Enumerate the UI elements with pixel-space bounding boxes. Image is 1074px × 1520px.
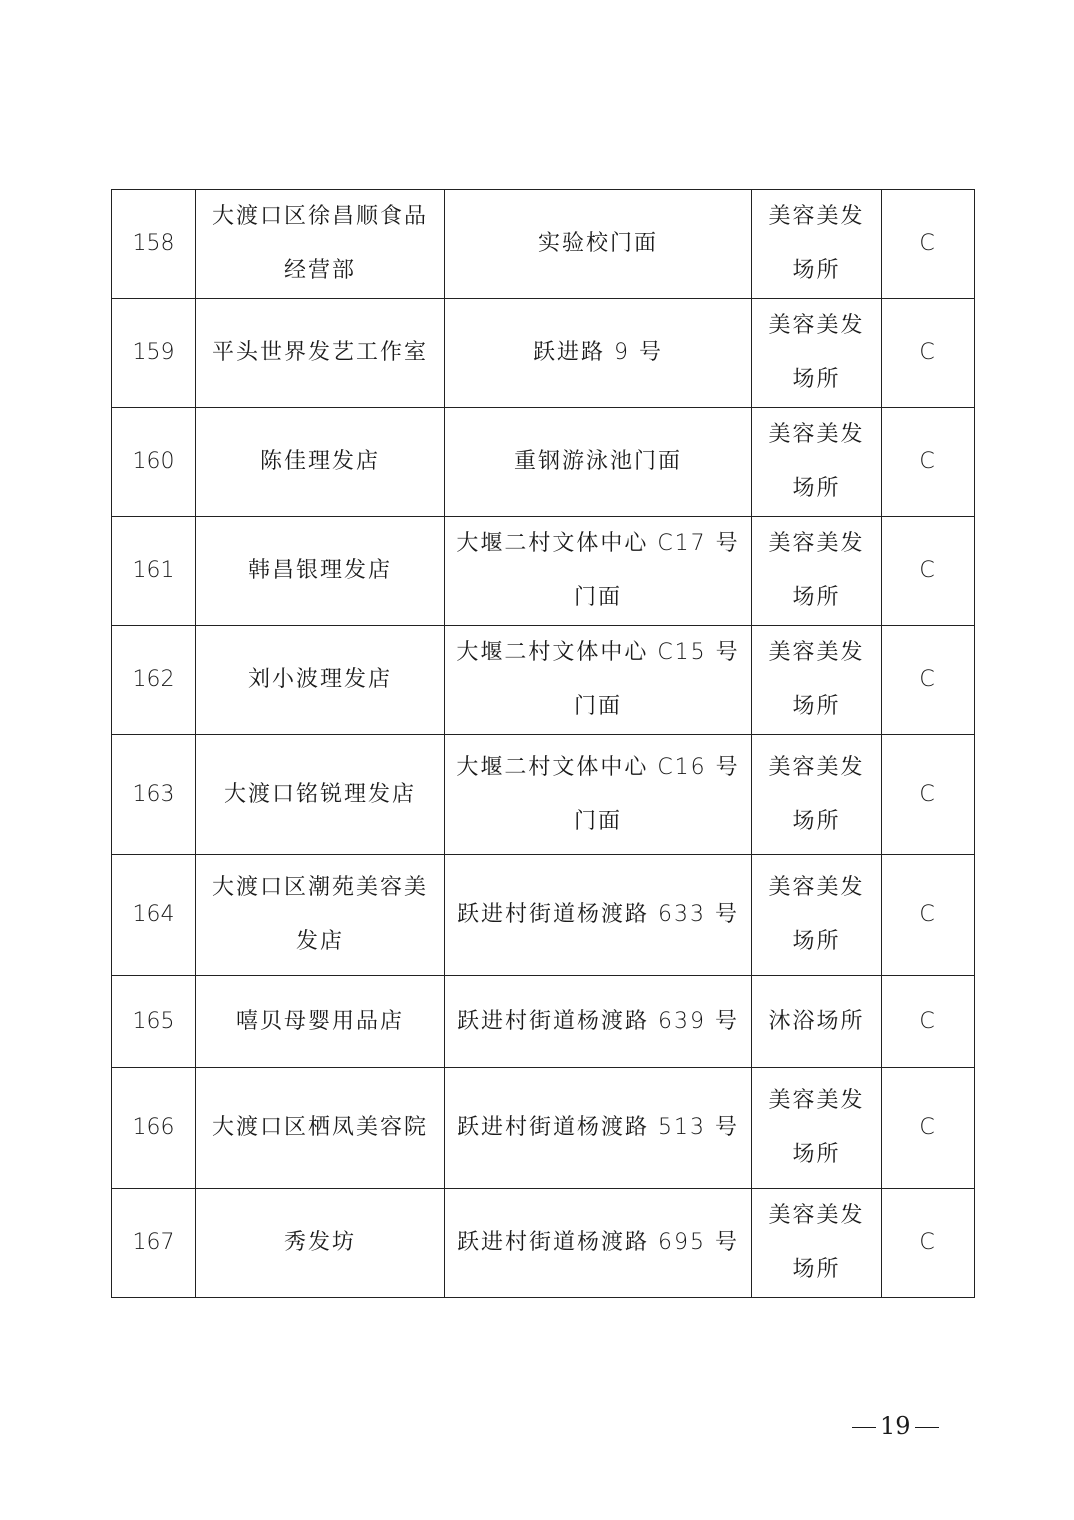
- business-name: 刘小波理发店: [196, 626, 445, 735]
- business-category: 美容美发场所: [752, 1068, 882, 1189]
- business-name: 嘻贝母婴用品店: [196, 976, 445, 1068]
- business-address: 跃进村街道杨渡路 639 号: [445, 976, 752, 1068]
- business-address: 大堰二村文体中心 C16 号门面: [445, 735, 752, 855]
- row-number: 161: [112, 517, 196, 626]
- business-grade: C: [882, 517, 975, 626]
- business-name: 大渡口区栖凤美容院: [196, 1068, 445, 1189]
- business-category: 美容美发场所: [752, 735, 882, 855]
- page-number-text: 19: [880, 1412, 911, 1440]
- table-row: [112, 408, 975, 517]
- row-number: 158: [112, 190, 196, 299]
- business-category: 美容美发场所: [752, 190, 882, 299]
- business-address: 大堰二村文体中心 C17 号门面: [445, 517, 752, 626]
- table-row: [112, 299, 975, 408]
- business-grade: C: [882, 735, 975, 855]
- business-grade: C: [882, 299, 975, 408]
- table-row: [112, 517, 975, 626]
- business-address: 重钢游泳池门面: [445, 408, 752, 517]
- business-category: 美容美发场所: [752, 1189, 882, 1298]
- business-category: 沐浴场所: [752, 976, 882, 1068]
- business-grade: C: [882, 408, 975, 517]
- business-address: 大堰二村文体中心 C15 号门面: [445, 626, 752, 735]
- row-number: 163: [112, 735, 196, 855]
- business-category: 美容美发场所: [752, 517, 882, 626]
- table-row: [112, 976, 975, 1068]
- page-number: [852, 1412, 939, 1440]
- table-row: [112, 1068, 975, 1189]
- table-row: [112, 735, 975, 855]
- business-address: 跃进村街道杨渡路 695 号: [445, 1189, 752, 1298]
- business-grade: C: [882, 1068, 975, 1189]
- business-address: 实验校门面: [445, 190, 752, 299]
- business-grade: C: [882, 855, 975, 976]
- business-category: 美容美发场所: [752, 626, 882, 735]
- row-number: 159: [112, 299, 196, 408]
- table-row: [112, 1189, 975, 1298]
- row-number: 165: [112, 976, 196, 1068]
- records-table: [111, 189, 975, 1298]
- business-name: 陈佳理发店: [196, 408, 445, 517]
- business-grade: C: [882, 1189, 975, 1298]
- business-category: 美容美发场所: [752, 408, 882, 517]
- dash-right: [915, 1427, 939, 1429]
- business-address: 跃进村街道杨渡路 633 号: [445, 855, 752, 976]
- business-category: 美容美发场所: [752, 855, 882, 976]
- business-grade: C: [882, 976, 975, 1068]
- business-name: 平头世界发艺工作室: [196, 299, 445, 408]
- business-address: 跃进路 9 号: [445, 299, 752, 408]
- business-category: 美容美发场所: [752, 299, 882, 408]
- business-name: 韩昌银理发店: [196, 517, 445, 626]
- row-number: 166: [112, 1068, 196, 1189]
- business-grade: C: [882, 626, 975, 735]
- table-row: [112, 855, 975, 976]
- business-grade: C: [882, 190, 975, 299]
- table-row: [112, 626, 975, 735]
- table-row: [112, 190, 975, 299]
- business-name: 大渡口区徐昌顺食品经营部: [196, 190, 445, 299]
- row-number: 167: [112, 1189, 196, 1298]
- row-number: 160: [112, 408, 196, 517]
- row-number: 164: [112, 855, 196, 976]
- row-number: 162: [112, 626, 196, 735]
- dash-left: [852, 1427, 876, 1429]
- business-name: 秀发坊: [196, 1189, 445, 1298]
- business-name: 大渡口区潮苑美容美发店: [196, 855, 445, 976]
- business-name: 大渡口铭锐理发店: [196, 735, 445, 855]
- business-address: 跃进村街道杨渡路 513 号: [445, 1068, 752, 1189]
